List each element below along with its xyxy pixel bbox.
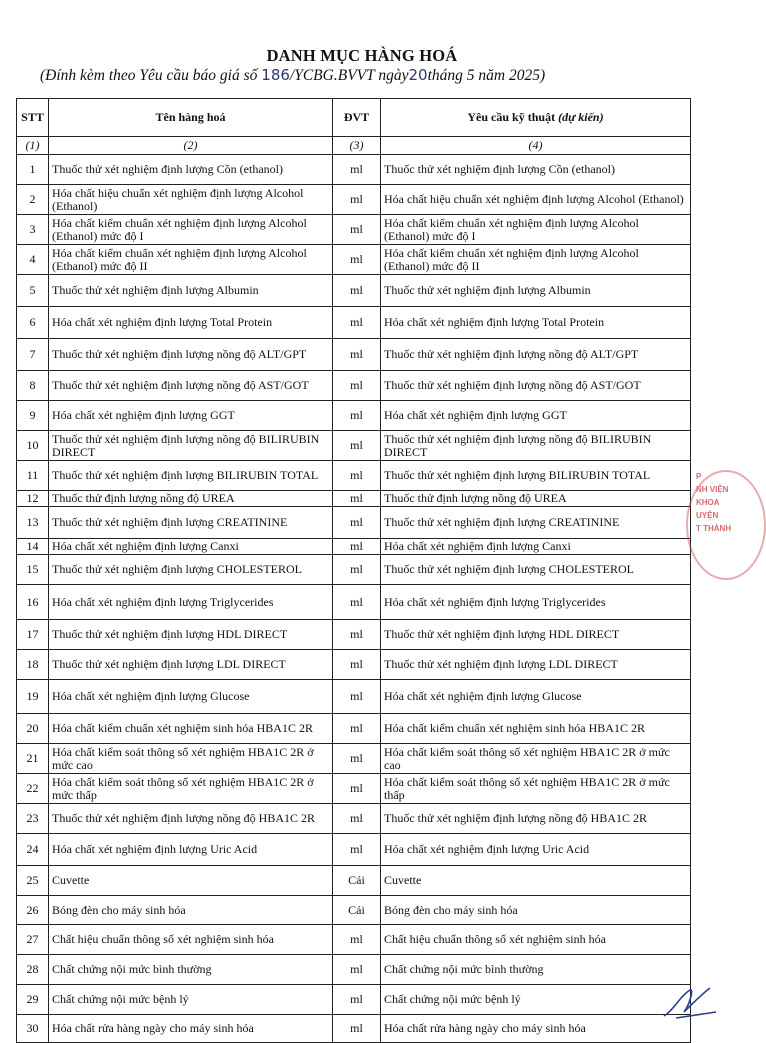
row-unit: ml	[333, 371, 381, 401]
row-name: Hóa chất kiểm chuẩn xét nghiệm sinh hóa HBA1C 2R	[49, 714, 333, 744]
goods-table	[16, 98, 691, 1043]
table-row	[17, 896, 691, 925]
row-unit: ml	[333, 507, 381, 539]
table-row	[17, 185, 691, 215]
stamp-line: P	[696, 472, 702, 481]
row-name: Hóa chất xét nghiệm định lượng Canxi	[49, 539, 333, 555]
row-spec: Hóa chất kiểm chuẩn xét nghiệm định lượng Alcohol (Ethanol) mức độ I	[381, 215, 691, 245]
row-name: Thuốc thử xét nghiệm định lượng BILIRUBIN TOTAL	[49, 461, 333, 491]
row-stt: 30	[17, 1015, 49, 1043]
table-row	[17, 955, 691, 985]
row-stt: 26	[17, 896, 49, 925]
row-unit: ml	[333, 1015, 381, 1043]
row-unit: ml	[333, 555, 381, 585]
index-unit: (3)	[333, 137, 381, 155]
table-row	[17, 431, 691, 461]
row-unit: ml	[333, 985, 381, 1015]
row-spec: Hóa chất kiểm chuẩn xét nghiệm sinh hóa HBA1C 2R	[381, 714, 691, 744]
stamp-ring	[686, 470, 766, 580]
row-spec: Hóa chất xét nghiệm định lượng Total Protein	[381, 307, 691, 339]
table-row	[17, 650, 691, 680]
row-name: Thuốc thử xét nghiệm định lượng nồng độ ALT/GPT	[49, 339, 333, 371]
stamp-line: UYỆN	[696, 511, 719, 520]
row-spec: Thuốc thử xét nghiệm định lượng Albumin	[381, 275, 691, 307]
row-stt: 11	[17, 461, 49, 491]
table-row	[17, 275, 691, 307]
row-spec: Thuốc thử xét nghiệm định lượng nồng độ BILIRUBIN DIRECT	[381, 431, 691, 461]
row-name: Chất chứng nội mức bình thường	[49, 955, 333, 985]
page-subtitle	[40, 66, 720, 85]
row-spec: Hóa chất kiểm soát thông số xét nghiệm HBA1C 2R ở mức thấp	[381, 774, 691, 804]
table-row	[17, 774, 691, 804]
signature-icon	[660, 982, 720, 1022]
row-stt: 6	[17, 307, 49, 339]
row-stt: 22	[17, 774, 49, 804]
row-stt: 7	[17, 339, 49, 371]
row-stt: 2	[17, 185, 49, 215]
header-spec-label: Yêu cầu kỹ thuật	[467, 110, 559, 124]
table-row	[17, 985, 691, 1015]
row-spec: Thuốc thử xét nghiệm định lượng nồng độ AST/GOT	[381, 371, 691, 401]
row-unit: ml	[333, 539, 381, 555]
row-stt: 5	[17, 275, 49, 307]
row-stt: 27	[17, 925, 49, 955]
row-name: Chất chứng nội mức bệnh lý	[49, 985, 333, 1015]
row-unit: ml	[333, 275, 381, 307]
row-spec: Thuốc thử định lượng nồng độ UREA	[381, 491, 691, 507]
row-name: Chất hiệu chuẩn thông số xét nghiệm sinh hóa	[49, 925, 333, 955]
row-spec: Chất chứng nội mức bệnh lý	[381, 985, 691, 1015]
row-name: Thuốc thử xét nghiệm định lượng nồng độ BILIRUBIN DIRECT	[49, 431, 333, 461]
row-unit: ml	[333, 245, 381, 275]
row-name: Thuốc thử xét nghiệm định lượng CHOLESTEROL	[49, 555, 333, 585]
row-stt: 12	[17, 491, 49, 507]
row-unit: ml	[333, 491, 381, 507]
row-name: Hóa chất kiểm soát thông số xét nghiệm HBA1C 2R ở mức thấp	[49, 774, 333, 804]
row-spec: Thuốc thử xét nghiệm định lượng CHOLESTEROL	[381, 555, 691, 585]
table-row	[17, 620, 691, 650]
row-name: Thuốc thử xét nghiệm định lượng CREATININE	[49, 507, 333, 539]
row-stt: 19	[17, 680, 49, 714]
row-spec: Hóa chất xét nghiệm định lượng Uric Acid	[381, 834, 691, 866]
row-unit: ml	[333, 461, 381, 491]
row-stt: 24	[17, 834, 49, 866]
row-name: Hóa chất kiểm chuẩn xét nghiệm định lượng Alcohol (Ethanol) mức độ I	[49, 215, 333, 245]
row-spec: Thuốc thử xét nghiệm định lượng BILIRUBIN TOTAL	[381, 461, 691, 491]
row-unit: Cái	[333, 896, 381, 925]
stamp-line: T THÀNH	[696, 524, 732, 533]
row-spec: Hóa chất xét nghiệm định lượng Glucose	[381, 680, 691, 714]
header-row	[17, 99, 691, 137]
row-stt: 17	[17, 620, 49, 650]
row-spec: Thuốc thử xét nghiệm định lượng Cồn (ethanol)	[381, 155, 691, 185]
row-spec: Hóa chất xét nghiệm định lượng Triglycerides	[381, 585, 691, 620]
table-row	[17, 215, 691, 245]
row-name: Hóa chất kiểm chuẩn xét nghiệm định lượng Alcohol (Ethanol) mức độ II	[49, 245, 333, 275]
row-spec: Hóa chất kiểm soát thông số xét nghiệm HBA1C 2R ở mức cao	[381, 744, 691, 774]
row-spec: Cuvette	[381, 866, 691, 896]
table-row	[17, 339, 691, 371]
row-unit: ml	[333, 185, 381, 215]
row-unit: ml	[333, 804, 381, 834]
row-name: Hóa chất xét nghiệm định lượng Glucose	[49, 680, 333, 714]
row-name: Cuvette	[49, 866, 333, 896]
row-stt: 10	[17, 431, 49, 461]
table-row	[17, 714, 691, 744]
table-row	[17, 680, 691, 714]
row-unit: ml	[333, 714, 381, 744]
row-stt: 3	[17, 215, 49, 245]
table-row	[17, 371, 691, 401]
row-name: Thuốc thử xét nghiệm định lượng Albumin	[49, 275, 333, 307]
table-row	[17, 925, 691, 955]
row-name: Hóa chất xét nghiệm định lượng Total Protein	[49, 307, 333, 339]
row-stt: 29	[17, 985, 49, 1015]
table-row	[17, 507, 691, 539]
row-unit: ml	[333, 401, 381, 431]
row-spec: Hóa chất kiểm chuẩn xét nghiệm định lượng Alcohol (Ethanol) mức độ II	[381, 245, 691, 275]
row-name: Thuốc thử xét nghiệm định lượng LDL DIRECT	[49, 650, 333, 680]
row-name: Thuốc thử xét nghiệm định lượng HDL DIRECT	[49, 620, 333, 650]
subtitle-middle: /YCBG.BVVT ngày	[289, 67, 409, 84]
index-name: (2)	[49, 137, 333, 155]
header-spec	[381, 99, 691, 137]
row-name: Thuốc thử định lượng nồng độ UREA	[49, 491, 333, 507]
row-name: Bóng đèn cho máy sinh hóa	[49, 896, 333, 925]
row-name: Hóa chất hiệu chuẩn xét nghiệm định lượng Alcohol (Ethanol)	[49, 185, 333, 215]
row-name: Thuốc thử xét nghiệm định lượng Cồn (ethanol)	[49, 155, 333, 185]
row-name: Hóa chất xét nghiệm định lượng Triglycerides	[49, 585, 333, 620]
row-spec: Bóng đèn cho máy sinh hóa	[381, 896, 691, 925]
row-unit: ml	[333, 585, 381, 620]
row-stt: 18	[17, 650, 49, 680]
table-row	[17, 245, 691, 275]
row-unit: ml	[333, 620, 381, 650]
row-name: Thuốc thử xét nghiệm định lượng nồng độ HBA1C 2R	[49, 804, 333, 834]
index-stt: (1)	[17, 137, 49, 155]
hospital-stamp	[686, 470, 766, 580]
table-row	[17, 1015, 691, 1043]
row-unit: Cái	[333, 866, 381, 896]
row-name: Hóa chất xét nghiệm định lượng Uric Acid	[49, 834, 333, 866]
table-row	[17, 307, 691, 339]
table-row	[17, 155, 691, 185]
row-spec: Thuốc thử xét nghiệm định lượng nồng độ HBA1C 2R	[381, 804, 691, 834]
row-stt: 20	[17, 714, 49, 744]
stamp-line: KHOA	[696, 498, 720, 507]
row-stt: 21	[17, 744, 49, 774]
header-unit: ĐVT	[333, 99, 381, 137]
header-stt: STT	[17, 99, 49, 137]
row-name: Hóa chất kiểm soát thông số xét nghiệm HBA1C 2R ở mức cao	[49, 744, 333, 774]
row-unit: ml	[333, 431, 381, 461]
row-stt: 16	[17, 585, 49, 620]
row-stt: 23	[17, 804, 49, 834]
row-stt: 25	[17, 866, 49, 896]
table-row	[17, 539, 691, 555]
row-name: Hóa chất xét nghiệm định lượng GGT	[49, 401, 333, 431]
row-name: Hóa chất rửa hàng ngày cho máy sinh hóa	[49, 1015, 333, 1043]
index-row	[17, 137, 691, 155]
row-unit: ml	[333, 650, 381, 680]
row-unit: ml	[333, 955, 381, 985]
table-row	[17, 461, 691, 491]
stamp-line: NH VIỆN	[696, 485, 729, 494]
subtitle-prefix: (Đính kèm theo Yêu cầu báo giá số	[40, 67, 262, 84]
row-stt: 4	[17, 245, 49, 275]
row-unit: ml	[333, 680, 381, 714]
row-stt: 1	[17, 155, 49, 185]
row-unit: ml	[333, 925, 381, 955]
header-spec-note: (dự kiến)	[558, 110, 604, 124]
row-spec: Chất hiệu chuẩn thông số xét nghiệm sinh hóa	[381, 925, 691, 955]
row-stt: 8	[17, 371, 49, 401]
index-spec: (4)	[381, 137, 691, 155]
page-title: DANH MỤC HÀNG HOÁ	[266, 46, 458, 65]
row-stt: 13	[17, 507, 49, 539]
header-name: Tên hàng hoá	[49, 99, 333, 137]
subtitle-suffix: tháng 5 năm 2025)	[427, 67, 546, 84]
row-stt: 15	[17, 555, 49, 585]
table-row	[17, 834, 691, 866]
row-spec: Hóa chất xét nghiệm định lượng GGT	[381, 401, 691, 431]
request-day: 20	[408, 66, 428, 84]
row-spec: Thuốc thử xét nghiệm định lượng LDL DIRECT	[381, 650, 691, 680]
table-row	[17, 866, 691, 896]
row-spec: Hóa chất xét nghiệm định lượng Canxi	[381, 539, 691, 555]
row-stt: 9	[17, 401, 49, 431]
row-unit: ml	[333, 834, 381, 866]
row-stt: 14	[17, 539, 49, 555]
row-spec: Thuốc thử xét nghiệm định lượng CREATININE	[381, 507, 691, 539]
row-name: Thuốc thử xét nghiệm định lượng nồng độ AST/GOT	[49, 371, 333, 401]
row-spec: Thuốc thử xét nghiệm định lượng HDL DIRECT	[381, 620, 691, 650]
request-number: 186	[261, 66, 290, 84]
row-unit: ml	[333, 744, 381, 774]
row-unit: ml	[333, 774, 381, 804]
row-spec: Hóa chất rửa hàng ngày cho máy sinh hóa	[381, 1015, 691, 1043]
row-unit: ml	[333, 307, 381, 339]
row-unit: ml	[333, 215, 381, 245]
row-unit: ml	[333, 155, 381, 185]
table-row	[17, 585, 691, 620]
table-row	[17, 555, 691, 585]
table-row	[17, 491, 691, 507]
row-spec: Hóa chất hiệu chuẩn xét nghiệm định lượng Alcohol (Ethanol)	[381, 185, 691, 215]
row-stt: 28	[17, 955, 49, 985]
table-row	[17, 804, 691, 834]
table-row	[17, 401, 691, 431]
table-row	[17, 744, 691, 774]
row-unit: ml	[333, 339, 381, 371]
row-spec: Thuốc thử xét nghiệm định lượng nồng độ ALT/GPT	[381, 339, 691, 371]
row-spec: Chất chứng nội mức bình thường	[381, 955, 691, 985]
